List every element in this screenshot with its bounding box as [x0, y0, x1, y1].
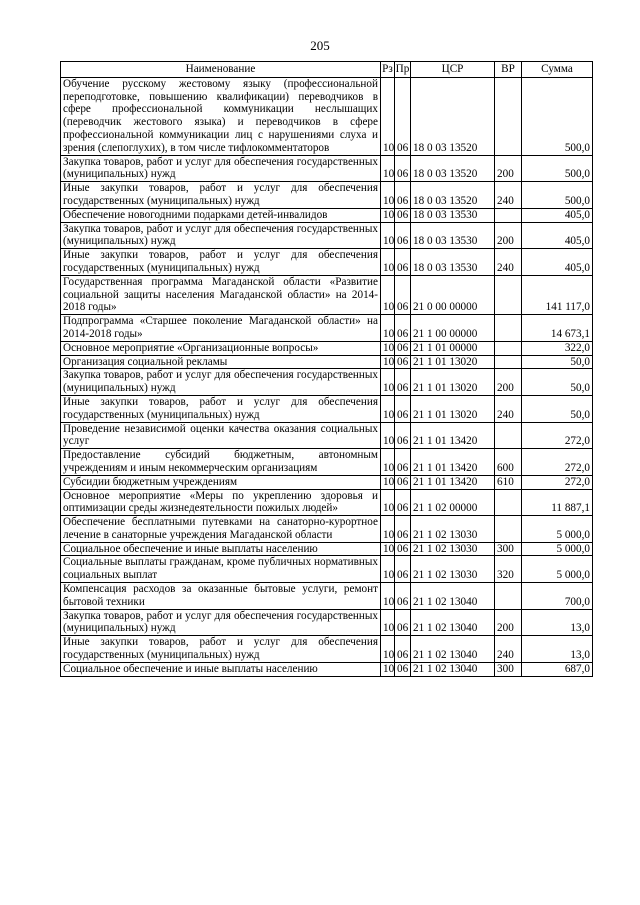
cell-csr: 21 1 02 13040 [411, 609, 495, 636]
cell-name: Иные закупки товаров, работ и услуг для обеспечения государственных (муниципальных) нужд [61, 249, 381, 276]
cell-rz: 10 [381, 542, 395, 556]
cell-csr: 21 1 01 13020 [411, 355, 495, 369]
cell-csr: 18 0 03 13530 [411, 249, 495, 276]
cell-vr [495, 583, 522, 610]
cell-vr: 610 [495, 475, 522, 489]
table-row [61, 275, 593, 314]
table-row [61, 355, 593, 369]
cell-csr: 21 1 01 00000 [411, 341, 495, 355]
cell-name: Социальное обеспечение и иные выплаты населению [61, 662, 381, 676]
cell-rz: 10 [381, 636, 395, 663]
cell-pr: 06 [395, 583, 411, 610]
cell-name: Подпрограмма «Старшее поколение Магаданской области» на 2014-2018 годы» [61, 315, 381, 342]
cell-rz: 10 [381, 489, 395, 516]
cell-csr: 21 1 02 13030 [411, 516, 495, 543]
cell-rz: 10 [381, 275, 395, 314]
cell-vr [495, 77, 522, 155]
cell-name: Закупка товаров, работ и услуг для обеспечения государственных (муниципальных) нужд [61, 155, 381, 182]
cell-name: Обучение русскому жестовому языку (профессиональной переподготовке, повышению квалификации) переводчиков в сфере профессиональной коммуникации неслышащих (переводчик жестового языка) и переводчиков в сфере профессиональной коммуникации лиц с нарушениями слуха и зрения (слепоглухих), в том числе тифлокомментаторов [61, 77, 381, 155]
cell-vr [495, 341, 522, 355]
cell-vr [495, 489, 522, 516]
cell-vr [495, 516, 522, 543]
cell-rz: 10 [381, 155, 395, 182]
cell-rz: 10 [381, 341, 395, 355]
cell-rz: 10 [381, 609, 395, 636]
table-row [61, 542, 593, 556]
table-row [61, 315, 593, 342]
cell-rz: 10 [381, 475, 395, 489]
cell-vr: 200 [495, 222, 522, 249]
cell-csr: 18 0 03 13520 [411, 182, 495, 209]
cell-vr: 240 [495, 249, 522, 276]
cell-csr: 21 1 00 00000 [411, 315, 495, 342]
cell-rz: 10 [381, 355, 395, 369]
table-row [61, 222, 593, 249]
cell-name: Иные закупки товаров, работ и услуг для обеспечения государственных (муниципальных) нужд [61, 636, 381, 663]
cell-pr: 06 [395, 662, 411, 676]
cell-rz: 10 [381, 556, 395, 583]
cell-sum: 687,0 [522, 662, 593, 676]
cell-pr: 06 [395, 636, 411, 663]
header-name: Наименование [61, 62, 381, 78]
cell-pr: 06 [395, 155, 411, 182]
cell-pr: 06 [395, 609, 411, 636]
table-row [61, 475, 593, 489]
cell-name: Организация социальной рекламы [61, 355, 381, 369]
cell-name: Основное мероприятие «Организационные вопросы» [61, 341, 381, 355]
cell-name: Закупка товаров, работ и услуг для обеспечения государственных (муниципальных) нужд [61, 369, 381, 396]
cell-csr: 21 1 01 13420 [411, 422, 495, 449]
cell-sum: 405,0 [522, 208, 593, 222]
cell-vr [495, 422, 522, 449]
cell-csr: 21 1 02 00000 [411, 489, 495, 516]
page-number: 205 [310, 38, 330, 53]
cell-name: Государственная программа Магаданской области «Развитие социальной защиты населения Магаданской области» на 2014-2018 годы» [61, 275, 381, 314]
cell-pr: 06 [395, 542, 411, 556]
table-row [61, 489, 593, 516]
cell-vr: 200 [495, 155, 522, 182]
cell-name: Предоставление субсидий бюджетным, автономным учреждениям и иным некоммерческим организациям [61, 449, 381, 476]
cell-csr: 21 1 01 13420 [411, 449, 495, 476]
cell-vr: 240 [495, 182, 522, 209]
cell-csr: 21 1 02 13040 [411, 636, 495, 663]
cell-sum: 272,0 [522, 422, 593, 449]
cell-csr: 21 0 00 00000 [411, 275, 495, 314]
cell-name: Социальные выплаты гражданам, кроме публичных нормативных социальных выплат [61, 556, 381, 583]
cell-csr: 21 1 01 13420 [411, 475, 495, 489]
cell-vr: 600 [495, 449, 522, 476]
cell-sum: 13,0 [522, 609, 593, 636]
cell-pr: 06 [395, 275, 411, 314]
cell-csr: 18 0 03 13520 [411, 155, 495, 182]
cell-pr: 06 [395, 516, 411, 543]
table-row [61, 636, 593, 663]
cell-rz: 10 [381, 369, 395, 396]
cell-vr: 240 [495, 395, 522, 422]
cell-pr: 06 [395, 355, 411, 369]
cell-pr: 06 [395, 395, 411, 422]
cell-sum: 322,0 [522, 341, 593, 355]
cell-sum: 272,0 [522, 475, 593, 489]
cell-rz: 10 [381, 208, 395, 222]
cell-sum: 5 000,0 [522, 542, 593, 556]
budget-table [60, 61, 593, 677]
table-row [61, 556, 593, 583]
table-row [61, 583, 593, 610]
cell-csr: 21 1 01 13020 [411, 369, 495, 396]
cell-pr: 06 [395, 369, 411, 396]
cell-pr: 06 [395, 315, 411, 342]
cell-rz: 10 [381, 249, 395, 276]
cell-vr: 200 [495, 369, 522, 396]
cell-pr: 06 [395, 489, 411, 516]
table-row [61, 609, 593, 636]
cell-name: Иные закупки товаров, работ и услуг для обеспечения государственных (муниципальных) нужд [61, 182, 381, 209]
cell-vr: 300 [495, 542, 522, 556]
cell-vr: 200 [495, 609, 522, 636]
cell-csr: 21 1 02 13040 [411, 662, 495, 676]
table-row [61, 341, 593, 355]
cell-sum: 141 117,0 [522, 275, 593, 314]
cell-vr [495, 275, 522, 314]
cell-rz: 10 [381, 182, 395, 209]
cell-sum: 50,0 [522, 395, 593, 422]
cell-pr: 06 [395, 422, 411, 449]
cell-pr: 06 [395, 208, 411, 222]
header-rz: Рз [381, 62, 395, 78]
table-row [61, 449, 593, 476]
cell-rz: 10 [381, 516, 395, 543]
cell-sum: 500,0 [522, 77, 593, 155]
table-row [61, 516, 593, 543]
cell-name: Проведение независимой оценки качества оказания социальных услуг [61, 422, 381, 449]
cell-rz: 10 [381, 583, 395, 610]
cell-name: Субсидии бюджетным учреждениям [61, 475, 381, 489]
cell-csr: 21 1 02 13030 [411, 556, 495, 583]
cell-sum: 405,0 [522, 222, 593, 249]
cell-pr: 06 [395, 77, 411, 155]
cell-name: Иные закупки товаров, работ и услуг для обеспечения государственных (муниципальных) нужд [61, 395, 381, 422]
cell-pr: 06 [395, 222, 411, 249]
table-row [61, 182, 593, 209]
cell-sum: 5 000,0 [522, 516, 593, 543]
header-sum: Сумма [522, 62, 593, 78]
cell-vr [495, 315, 522, 342]
cell-vr: 240 [495, 636, 522, 663]
cell-vr: 300 [495, 662, 522, 676]
cell-sum: 11 887,1 [522, 489, 593, 516]
cell-sum: 14 673,1 [522, 315, 593, 342]
cell-name: Социальное обеспечение и иные выплаты населению [61, 542, 381, 556]
table-header-row [61, 62, 593, 78]
table-row [61, 395, 593, 422]
cell-rz: 10 [381, 222, 395, 249]
cell-pr: 06 [395, 556, 411, 583]
cell-vr [495, 208, 522, 222]
header-vr: ВР [495, 62, 522, 78]
cell-csr: 21 1 02 13030 [411, 542, 495, 556]
header-pr: Пр [395, 62, 411, 78]
cell-name: Основное мероприятие «Меры по укреплению здоровья и оптимизации среды жизнедеятельности пожилых людей» [61, 489, 381, 516]
cell-csr: 18 0 03 13520 [411, 77, 495, 155]
cell-csr: 21 1 01 13020 [411, 395, 495, 422]
cell-name: Обеспечение бесплатными путевками на санаторно-курортное лечение в санаторные учреждения Магаданской области [61, 516, 381, 543]
cell-sum: 272,0 [522, 449, 593, 476]
cell-sum: 405,0 [522, 249, 593, 276]
cell-rz: 10 [381, 662, 395, 676]
cell-sum: 50,0 [522, 369, 593, 396]
cell-sum: 500,0 [522, 182, 593, 209]
table-row [61, 662, 593, 676]
cell-name: Закупка товаров, работ и услуг для обеспечения государственных (муниципальных) нужд [61, 222, 381, 249]
cell-sum: 13,0 [522, 636, 593, 663]
cell-name: Компенсация расходов за оказанные бытовые услуги, ремонт бытовой техники [61, 583, 381, 610]
cell-sum: 50,0 [522, 355, 593, 369]
cell-pr: 06 [395, 249, 411, 276]
cell-rz: 10 [381, 395, 395, 422]
cell-pr: 06 [395, 182, 411, 209]
cell-name: Закупка товаров, работ и услуг для обеспечения государственных (муниципальных) нужд [61, 609, 381, 636]
table-row [61, 77, 593, 155]
cell-sum: 500,0 [522, 155, 593, 182]
cell-pr: 06 [395, 341, 411, 355]
cell-rz: 10 [381, 422, 395, 449]
cell-vr [495, 355, 522, 369]
cell-rz: 10 [381, 315, 395, 342]
cell-rz: 10 [381, 449, 395, 476]
cell-vr: 320 [495, 556, 522, 583]
cell-csr: 21 1 02 13040 [411, 583, 495, 610]
table-row [61, 155, 593, 182]
cell-pr: 06 [395, 475, 411, 489]
cell-rz: 10 [381, 77, 395, 155]
cell-sum: 700,0 [522, 583, 593, 610]
cell-csr: 18 0 03 13530 [411, 208, 495, 222]
cell-pr: 06 [395, 449, 411, 476]
cell-sum: 5 000,0 [522, 556, 593, 583]
header-csr: ЦСР [411, 62, 495, 78]
cell-csr: 18 0 03 13530 [411, 222, 495, 249]
cell-name: Обеспечение новогодними подарками детей-инвалидов [61, 208, 381, 222]
table-row [61, 208, 593, 222]
table-row [61, 369, 593, 396]
table-row [61, 422, 593, 449]
table-row [61, 249, 593, 276]
